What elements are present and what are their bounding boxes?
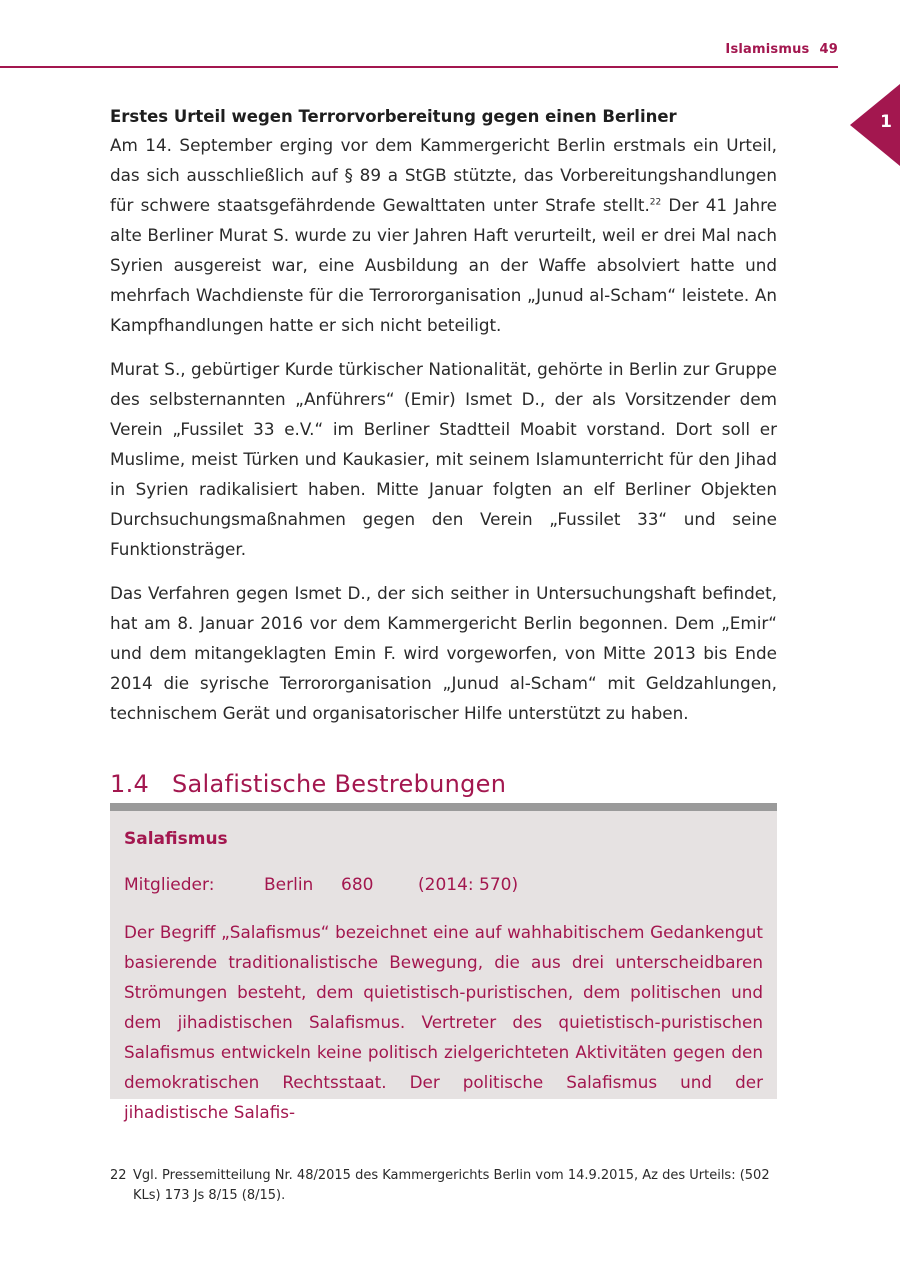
section-title: Salafistische Bestrebungen [172, 770, 507, 798]
members-label: Mitglieder: [124, 875, 215, 895]
running-header [0, 38, 838, 68]
infobox-title: Salafismus [124, 829, 228, 849]
main-content [110, 104, 777, 800]
chapter-tab-triangle [850, 84, 900, 166]
members-location: Berlin [264, 875, 314, 895]
article-subheading: Erstes Urteil wegen Terrorvorbereitung gegen einen Berliner [110, 107, 677, 126]
footnote-text: Vgl. Pressemitteilung Nr. 48/2015 des Kammergerichts Berlin vom 14.9.2015, Az des Urteils: (502 KLs) 173 Js 8/15 (8/15). [133, 1168, 770, 1203]
salafismus-infobox [110, 803, 777, 1122]
paragraph-3: Das Verfahren gegen Ismet D., der sich seither in Untersuchungshaft befindet, hat am 8. Januar 2016 vor dem Kammergericht Berlin begonnen. Dem „Emir“ und dem mitangeklagten Emin F. wird vorgeworfen, von Mitte 2013 bis Ende 2014 die syrische Terrororganisation „Junud al-Scham“ mit Geldzahlungen, technischem Gerät und organisatorischer Hilfe unterstützt zu haben. [110, 583, 777, 723]
infobox-text: Der Begriff „Salafismus“ bezeichnet eine auf wahhabitischem Gedankengut basierende traditionalistische Bewegung, die aus drei unterscheidbaren Strömungen besteht, dem quietistisch-puristischen, dem politischen und dem jihadistischen Salafismus. Vertreter des quietistisch-puristischen Salafismus entwickeln keine politisch zielgerichteten Aktivitäten gegen den demokratischen Rechtsstaat. Der politische Salafismus und der jihadistische Salafis- [124, 922, 763, 1122]
paragraph-2: Murat S., gebürtiger Kurde türkischer Nationalität, gehörte in Berlin zur Gruppe des selbsternannten „Anführers“ (Emir) Ismet D., der als Vorsitzender dem Verein „Fussilet 33 e.V.“ im Berliner Stadtteil Moabit vorstand. Dort soll er Muslime, meist Türken und Kaukasier, mit seinem Islamunterricht für den Jihad in Syrien radikalisiert haben. Mitte Januar folgten an elf Berliner Objekten Durchsuchungsmaßnahmen gegen den Verein „Fussilet 33“ und seine Funktionsträger. [110, 359, 777, 559]
section-heading [110, 768, 777, 800]
members-row [124, 875, 518, 895]
footnote-reference[interactable]: 22 [649, 197, 662, 208]
members-previous: (2014: 570) [418, 875, 519, 895]
header-section [725, 42, 838, 57]
members-count: 680 [341, 875, 374, 895]
header-section-title: Islamismus [725, 42, 810, 57]
chapter-number: 1 [880, 112, 892, 132]
section-number: 1.4 [110, 770, 150, 798]
paragraph-1 [110, 130, 777, 340]
footnote [110, 1166, 777, 1206]
page-number: 49 [819, 42, 838, 57]
paragraph-1-part-2: Der 41 Jahre alte Berliner Murat S. wurde zu vier Jahren Haft verurteilt, weil er drei Mal nach Syrien ausgereist war, eine Ausbildung an der Waffe absolviert hatte und mehrfach Wachdienste für die Terrororganisation „Junud al-Scham“ leistete. An Kampfhandlungen hatte er sich nicht beteiligt. [110, 195, 777, 335]
footnote-number: 22 [110, 1168, 127, 1183]
paragraph-1-part-1: Am 14. September erging vor dem Kammergericht Berlin erstmals ein Urteil, das sich ausschließlich auf § 89 a StGB stützte, das Vorbereitungshandlungen für schwere staatsgefährdende Gewalttaten unter Strafe stellt. [110, 135, 777, 215]
chapter-tab [850, 84, 900, 166]
